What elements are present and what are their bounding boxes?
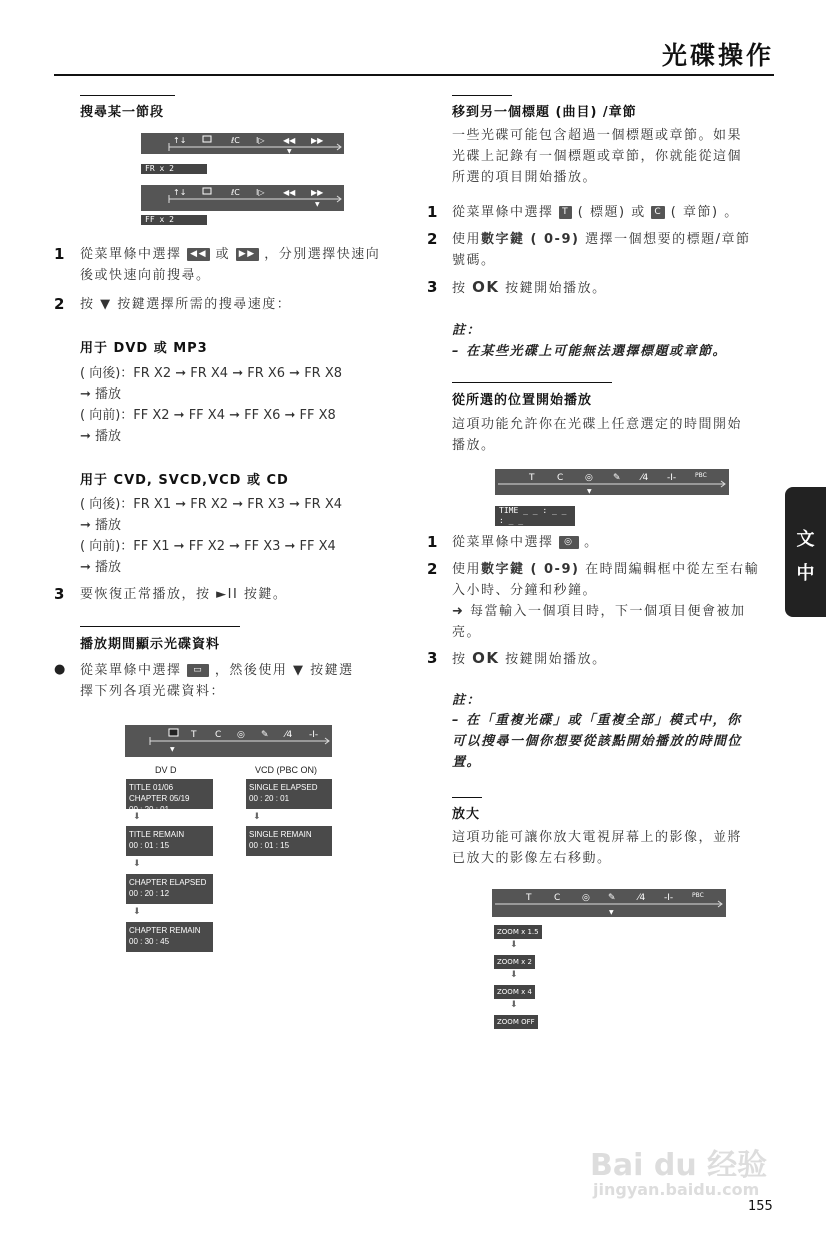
language-tab-char-2: 中 xyxy=(796,563,815,584)
para-line: 播放。 xyxy=(452,438,496,453)
dvd-info-box xyxy=(126,874,213,904)
step-text: 或 xyxy=(215,247,231,262)
dvd-info-box xyxy=(126,826,213,856)
time-menu-bar xyxy=(495,469,729,495)
menu-icons xyxy=(141,133,344,154)
speed-line: ( 向後)：FR X2 ➞ FR X4 ➞ FR X6 ➞ FR X8 xyxy=(80,366,343,381)
svg-text:-I-: -I- xyxy=(309,730,319,740)
step-text: ➜ 每當輸入一個項目時，下一個項目便會被加 xyxy=(452,604,746,619)
watermark-url: jingyan.baidu.com xyxy=(593,1180,760,1199)
zoom-level-box: ZOOM OFF xyxy=(494,1015,538,1029)
svg-text:◎: ◎ xyxy=(585,473,593,483)
speed-line: ( 向前)：FF X2 ➞ FF X4 ➞ FF X6 ➞ FF X8 xyxy=(80,408,336,423)
info-line: 00 : 01 : 15 xyxy=(129,841,170,850)
goto-step-1 xyxy=(452,202,782,223)
vcd-info-box xyxy=(246,779,332,809)
dvd-column-label: DV D xyxy=(155,765,177,775)
step-text: ，分別選擇快速向 xyxy=(264,247,381,262)
time-search-icon: ◎ xyxy=(559,536,578,549)
dvd-info-box xyxy=(126,922,213,952)
info-line: SINGLE ELAPSED xyxy=(249,783,318,792)
display-icon: ▭ xyxy=(187,664,209,677)
step-text: 從菜單條中選擇 xyxy=(452,535,554,550)
goto-step-3 xyxy=(452,277,607,299)
svg-text:C: C xyxy=(215,730,222,740)
zoom-level-box: ZOOM x 2 xyxy=(494,955,535,969)
menu-icons xyxy=(495,469,729,495)
pbc-label: PBC xyxy=(695,472,707,479)
svg-text:T: T xyxy=(526,893,532,903)
section-rule xyxy=(452,382,612,383)
info-line: 00 : 20 : 12 xyxy=(129,889,170,898)
watermark-logo: Bai du 经验 xyxy=(590,1148,768,1183)
step-text: 擇下列各項光碟資料： xyxy=(80,684,226,699)
para-line: 一些光碟可能包含超過一個標題或章節。如果 xyxy=(452,128,743,143)
step-number: 3 xyxy=(427,278,438,296)
step-text: 按 xyxy=(452,652,467,667)
down-arrow-icon: ⬇ xyxy=(133,907,141,917)
section-rule xyxy=(80,626,240,627)
svg-text:I▷: I▷ xyxy=(256,188,265,197)
zoom-level-box: ZOOM x 1.5 xyxy=(494,925,542,939)
down-arrow-icon: ⬇ xyxy=(510,940,518,950)
svg-text:◀◀: ◀◀ xyxy=(283,188,296,197)
step-text: 使用 xyxy=(452,562,482,577)
zoom-intro xyxy=(452,827,782,869)
zoom-heading: 放大 xyxy=(452,807,481,822)
section-rule xyxy=(452,95,512,96)
dvd-info-box xyxy=(126,779,213,814)
down-arrow-icon: ⬇ xyxy=(133,812,141,822)
display-heading: 播放期間顯示光碟資料 xyxy=(80,637,221,652)
step-text: 按 xyxy=(452,281,467,296)
search-step-2: 按 ▼ 按鍵選擇所需的搜尋速度： xyxy=(80,297,292,312)
svg-text:-I-: -I- xyxy=(667,473,677,483)
dvd-speeds xyxy=(80,363,410,447)
dvd-subheading: 用于 DVD 或 MP3 xyxy=(80,341,208,356)
svg-text:↑↓: ↑↓ xyxy=(173,188,187,197)
step-text: 使用 xyxy=(452,232,482,247)
step-text: ( 標題) 或 xyxy=(577,205,646,220)
page-title: 光碟操作 xyxy=(661,41,774,70)
speed-line: ( 向後)：FR X1 ➞ FR X2 ➞ FR X3 ➞ FR X4 xyxy=(80,497,343,512)
section-rule xyxy=(452,797,482,798)
down-arrow-icon: ⬇ xyxy=(253,812,261,822)
key-name: OK xyxy=(472,649,500,667)
vcd-column-label: VCD (PBC ON) xyxy=(255,765,318,775)
step-number: 1 xyxy=(427,203,438,221)
step-text: 從菜單條中選擇 xyxy=(80,663,182,678)
step-number: 3 xyxy=(427,649,438,667)
speed-line: ➞ 播放 xyxy=(80,518,122,533)
svg-text:ℓC: ℓC xyxy=(231,188,240,197)
svg-text:▼: ▼ xyxy=(609,909,614,916)
step-number: 1 xyxy=(54,245,65,263)
goto-step-2 xyxy=(452,229,782,271)
info-line: CHAPTER REMAIN xyxy=(129,926,201,935)
header-rule xyxy=(54,74,774,76)
down-arrow-icon: ⬇ xyxy=(510,1000,518,1010)
search-menu-bar-fr xyxy=(141,133,344,154)
svg-text:▼: ▼ xyxy=(170,746,175,753)
svg-text:T: T xyxy=(191,730,197,740)
svg-text:▶▶: ▶▶ xyxy=(311,188,324,197)
time-note-label: 註： xyxy=(452,693,482,708)
time-note-text xyxy=(452,710,782,773)
note-line: – 在「重複光碟」或「重複全部」模式中，你 xyxy=(452,713,742,728)
zoom-level-box: ZOOM x 4 xyxy=(494,985,535,999)
time-intro xyxy=(452,414,782,456)
step-text: 在時間編輯框中從左至右輸 xyxy=(585,562,760,577)
svg-text:✎: ✎ xyxy=(613,473,621,483)
info-line: SINGLE REMAIN xyxy=(249,830,312,839)
goto-note-label: 註： xyxy=(452,323,482,338)
speed-line: ( 向前)：FF X1 ➞ FF X2 ➞ FF X3 ➞ FF X4 xyxy=(80,539,336,554)
search-step-1 xyxy=(80,244,410,286)
speed-line: ➞ 播放 xyxy=(80,429,122,444)
step-text: 亮。 xyxy=(452,625,482,640)
search-step-3: 要恢復正常播放，按 ►II 按鍵。 xyxy=(80,587,288,602)
zoom-menu-bar xyxy=(492,889,726,917)
step-text: 按鍵開始播放。 xyxy=(505,652,607,667)
note-line: 置。 xyxy=(452,755,482,770)
svg-text:C: C xyxy=(557,473,564,483)
cd-speeds xyxy=(80,494,410,578)
display-menu-bar xyxy=(125,725,332,757)
svg-text:⁄4: ⁄4 xyxy=(638,893,646,903)
svg-text:✎: ✎ xyxy=(608,893,616,903)
para-line: 已放大的影像左右移動。 xyxy=(452,851,612,866)
language-tab-char-1: 文 xyxy=(796,529,815,550)
title-icon: T xyxy=(559,206,572,219)
svg-text:I▷: I▷ xyxy=(256,136,265,145)
search-heading: 搜尋某一節段 xyxy=(80,105,165,120)
display-bullet xyxy=(80,660,410,702)
cd-subheading: 用于 CVD, SVCD,VCD 或 CD xyxy=(80,473,289,488)
menu-icons xyxy=(492,889,726,917)
page-number: 155 xyxy=(748,1199,773,1214)
menu-icons xyxy=(141,185,344,211)
svg-text:-I-: -I- xyxy=(664,893,674,903)
step-text: 從菜單條中選擇 xyxy=(452,205,554,220)
time-edit-box: TIME _ _ : _ _ : _ _ xyxy=(495,506,575,526)
note-line: 可以搜尋一個你想要從該點開始播放的時間位 xyxy=(452,734,743,749)
chapter-icon: C xyxy=(651,206,665,219)
svg-text:▼: ▼ xyxy=(315,201,320,208)
para-line: 這項功能允許你在光碟上任意選定的時間開始 xyxy=(452,417,743,432)
svg-text:◀◀: ◀◀ xyxy=(283,136,296,145)
step-number: 2 xyxy=(427,230,438,248)
section-rule xyxy=(80,95,175,96)
down-arrow-icon: ⬇ xyxy=(133,859,141,869)
para-line: 這項功能可讓你放大電視屏幕上的影像，並將 xyxy=(452,830,743,845)
step-text: 入小時、分鐘和秒鐘。 xyxy=(452,583,598,598)
goto-heading: 移到另一個標題 (曲目) /章節 xyxy=(452,105,637,120)
svg-text:▶▶: ▶▶ xyxy=(311,136,324,145)
step-text: 從菜單條中選擇 xyxy=(80,247,182,262)
step-number: 2 xyxy=(427,560,438,578)
menu-icons xyxy=(125,725,332,757)
time-step-3 xyxy=(452,648,607,670)
step-text: ( 章節) 。 xyxy=(670,205,739,220)
svg-text:◎: ◎ xyxy=(237,730,245,740)
time-step-2 xyxy=(452,559,782,643)
speed-line: ➞ 播放 xyxy=(80,387,122,402)
rewind-icon: ◀◀ xyxy=(187,248,210,261)
para-line: 所選的項目開始播放。 xyxy=(452,170,598,185)
step-text: 號碼。 xyxy=(452,253,496,268)
svg-text:▼: ▼ xyxy=(287,148,292,154)
key-name: OK xyxy=(472,278,500,296)
svg-text:⁄4: ⁄4 xyxy=(641,473,649,483)
pbc-label: PBC xyxy=(692,892,704,899)
svg-text:✎: ✎ xyxy=(261,730,269,740)
vcd-info-box xyxy=(246,826,332,856)
language-tab xyxy=(785,487,826,617)
key-name: 數字鍵 ( 0-9) xyxy=(481,562,580,577)
search-menu-bar-ff xyxy=(141,185,344,211)
svg-text:ℓC: ℓC xyxy=(231,136,240,145)
svg-text:◎: ◎ xyxy=(582,893,590,903)
info-line: 00 : 30 : 45 xyxy=(129,937,170,946)
step-text: 按鍵開始播放。 xyxy=(505,281,607,296)
fast-forward-icon: ▶▶ xyxy=(236,248,259,261)
step-text: ，然後使用 ▼ 按鍵選 xyxy=(214,663,354,678)
step-number: 2 xyxy=(54,295,65,313)
step-number: 1 xyxy=(427,533,438,551)
info-line: CHAPTER ELAPSED xyxy=(129,878,207,887)
info-line: 00 : 20 : 01 xyxy=(129,805,170,814)
time-heading: 從所選的位置開始播放 xyxy=(452,393,593,408)
step-number: 3 xyxy=(54,585,65,603)
key-name: 數字鍵 ( 0-9) xyxy=(481,232,580,247)
search-status-ff: FF x 2 xyxy=(141,215,207,225)
svg-text:T: T xyxy=(529,473,535,483)
svg-text:▼: ▼ xyxy=(587,488,592,495)
info-line: 00 : 01 : 15 xyxy=(249,841,290,850)
svg-text:⁄4: ⁄4 xyxy=(285,730,293,740)
step-text: 。 xyxy=(584,535,599,550)
svg-text:↑↓: ↑↓ xyxy=(173,136,187,145)
para-line: 光碟上記錄有一個標題或章節，你就能從這個 xyxy=(452,149,743,164)
info-line: 00 : 20 : 01 xyxy=(249,794,290,803)
down-arrow-icon: ⬇ xyxy=(510,970,518,980)
goto-note-text: – 在某些光碟上可能無法選擇標題或章節。 xyxy=(452,344,728,359)
step-text: 後或快速向前搜尋。 xyxy=(80,268,211,283)
goto-intro xyxy=(452,125,782,188)
search-status-fr: FR x 2 xyxy=(141,164,207,174)
step-text: 選擇一個想要的標題/章節 xyxy=(585,232,751,247)
bullet: ● xyxy=(54,662,66,677)
time-step-1 xyxy=(452,532,599,553)
info-line: TITLE REMAIN xyxy=(129,830,185,839)
svg-text:C: C xyxy=(554,893,561,903)
info-line: TITLE 01/06 CHAPTER 05/19 xyxy=(129,783,190,803)
speed-line: ➞ 播放 xyxy=(80,560,122,575)
